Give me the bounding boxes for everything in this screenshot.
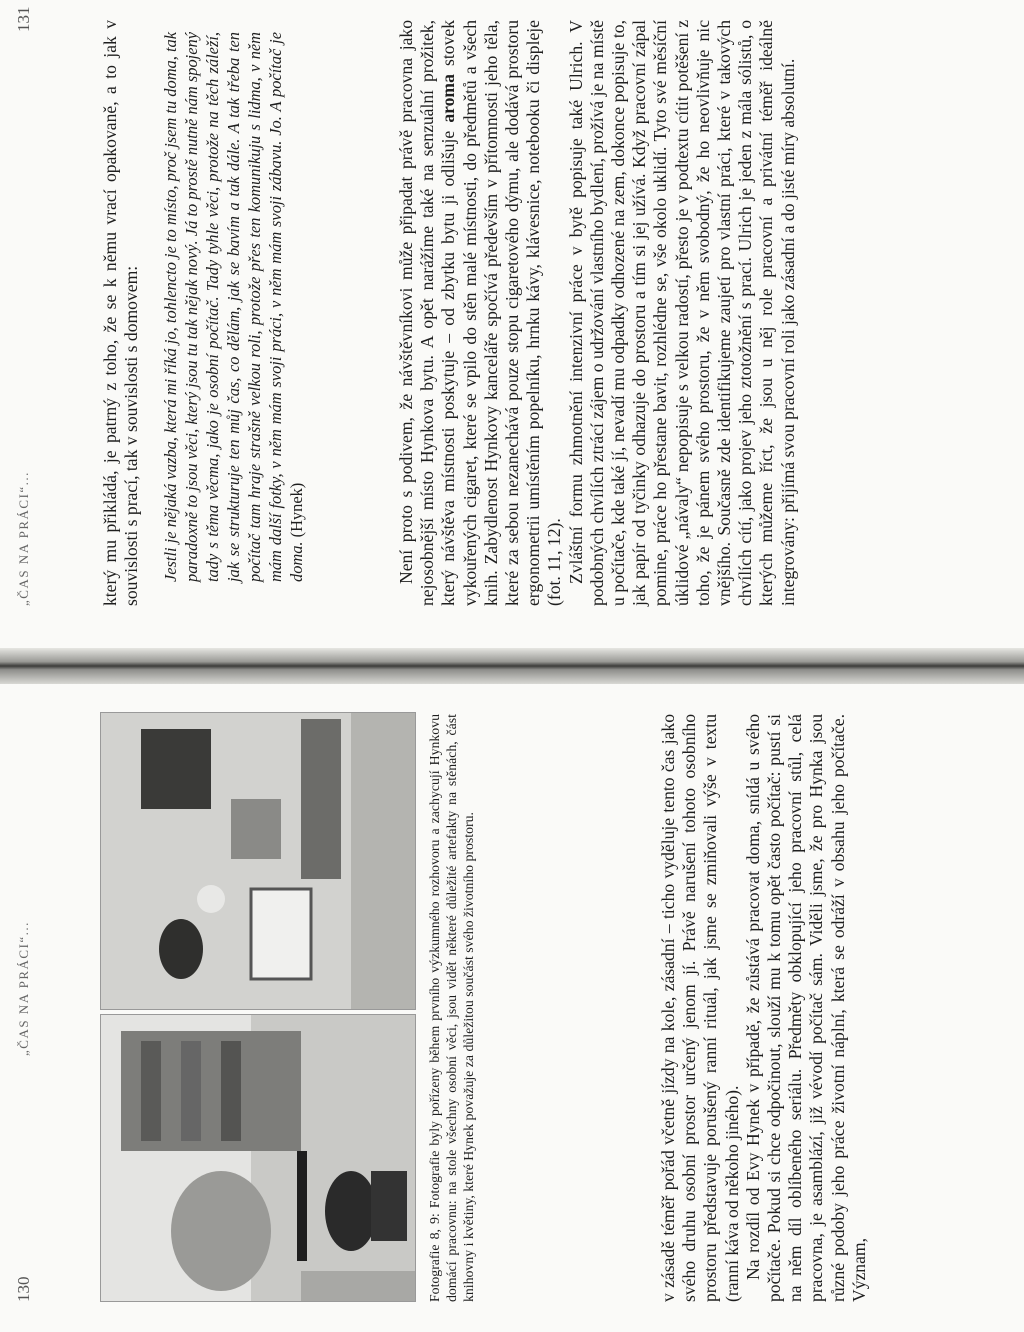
quote-attribution: (Hynek) <box>287 482 306 538</box>
page-number-left: 130 <box>14 1276 33 1302</box>
page-number-right: 131 <box>14 6 33 32</box>
photo-caption: Fotografie 8, 9: Fotografie byly pořízeny během prvního výzkumného rozhovoru a zachycují Hynkovu domácí pracovnu: na stole všechny osobní věci, jsou vidět některé důležité artefakty na stěnách, část knihovny i květiny, které Hynek považuje za důležitou součást svého životního prostoru. <box>427 714 476 1302</box>
photo-8-desk-chair <box>100 1014 416 1302</box>
running-head-right: „ČAS NA PRÁCI“... <box>16 471 31 606</box>
right-paragraph-2: Zvláštní formu zhmotnění intenzivní práce v bytě popisuje také Ulrich. V podobných chvílích ztrácí zájem o udržování vlastního bydlení, prožívá je na místě u počítače, kde také jí, nevadí mu odpadky odhozené na zem, dokonce popisuje to, jak papír od tyčinky odhazuje do prostoru a tím si jej užívá. Když pracovní zápal pomine, práce ho přestane bavit, rozhlédne se, vše okolo uklidí. Tyto své měsíční úklidové „návaly“ nepopisuje s velkou radostí, přesto je v podtextu cítit potěšení z toho, že je pánem svého prostoru, že v něm svobodný, že ho neovlivňuje nic vnějšího. Současně zde identifikujeme zaujetí pro vlastní práci, které v takových chvílích cítí, jako projev jeho ztotožnění s prací. Ulrich je jeden z mála sólistů, o kterých můžeme říct, že jsou u něj role pracovní a privátní téměř ideálně integrovány: přijímá svou pracovní roli jako zásadní a do jisté míry absolutní. <box>565 20 798 606</box>
right-body-text <box>396 20 799 606</box>
quote-text: Jestli je nějaká vazba, která mi říká jo, tohlencto je to místo, proč jsem tu doma, tak paradoxně to jsou věci, který jsou tu tak nějak nový. Já to prostě nutně nám spojený tady s těma věcma, jako je osobní počítač. Tady tyhle věci, protože na těch záleží, jak se strukturuje ten můj čas, co dělám, jak se bavím a tak dále. A tak třeba ten počítač tam hraje strašně velkou roli, protože přes ten komunikuju s lidma, v něm mám další fotky, v něm mám svoji práci, v něm mám svoji zábavu. Jo. A počítač je doma. <box>161 32 306 582</box>
book-gutter <box>0 648 1024 684</box>
right-intro: který mu přikládá, je patrný z toho, že se k němu vrací opakovaně, a to jak v souvislosti s prací, tak v souvislosti s domovem: <box>100 20 142 606</box>
interview-quote <box>160 32 307 582</box>
left-paragraph-1: v zásadě téměř pořád včetně jízdy na kole, zásadní – ticho vyděluje tento čas jako svého druhu osobní prostor určený jenom jí. Právě narušení tohoto osobního prostoru představuje porušený ranní rituál, jak jsme se zmiňovali výše v textu (ranní káva od někoho jiného). <box>658 714 742 1302</box>
left-page <box>0 684 1024 1332</box>
right-paragraph-1-end: stovek vykouřených cigaret, které se vpilo do stěn malé místnosti, do předmětů a všech knih. Zabydlenost Hynkovy kanceláře spočívá především v přítomnosti jeho těla, které za sebou nezanechává pouze stopu cigaretového dýmu, ale dodává prostoru ergonometrii umístěním popelníku, hrnku kávy, klávesnice, notebooku či displeje (fot. 11, 12). <box>438 20 565 606</box>
aroma-bold: aroma <box>438 74 459 123</box>
right-paragraph-1 <box>396 20 566 606</box>
left-paragraph-2: Na rozdíl od Evy Hynek v případě, že zůstává pracovat doma, snídá u svého počítače. Pokud si chce odpočinout, slouží mu k tomu opět často počítač: pustí si na něm díl oblíbeného seriálu. Předměty obklopující jeho pracovní stůl, celá pracovna, je asamblází, již vévodí počítač sám. Viděli jsme, že pro Hynka jsou různé podoby jeho práce životní náplní, která se odráží v obsahu jeho počítače. Význam, <box>742 714 869 1302</box>
photo-9-desk-monitor <box>100 712 416 1010</box>
running-head-left: „ČAS NA PRÁCI“... <box>16 921 31 1056</box>
left-body-text <box>658 714 870 1302</box>
right-paragraph-1-start: Není proto s podivem, že návštěvníkovi může připadat právě pracovna jako nejosobnější místo Hynkova bytu. A opět narážíme také na senzuální prožitek, který návštěva místnosti poskytuje – od zbytku bytu ji odlišuje <box>396 20 459 606</box>
right-page <box>0 0 1024 648</box>
